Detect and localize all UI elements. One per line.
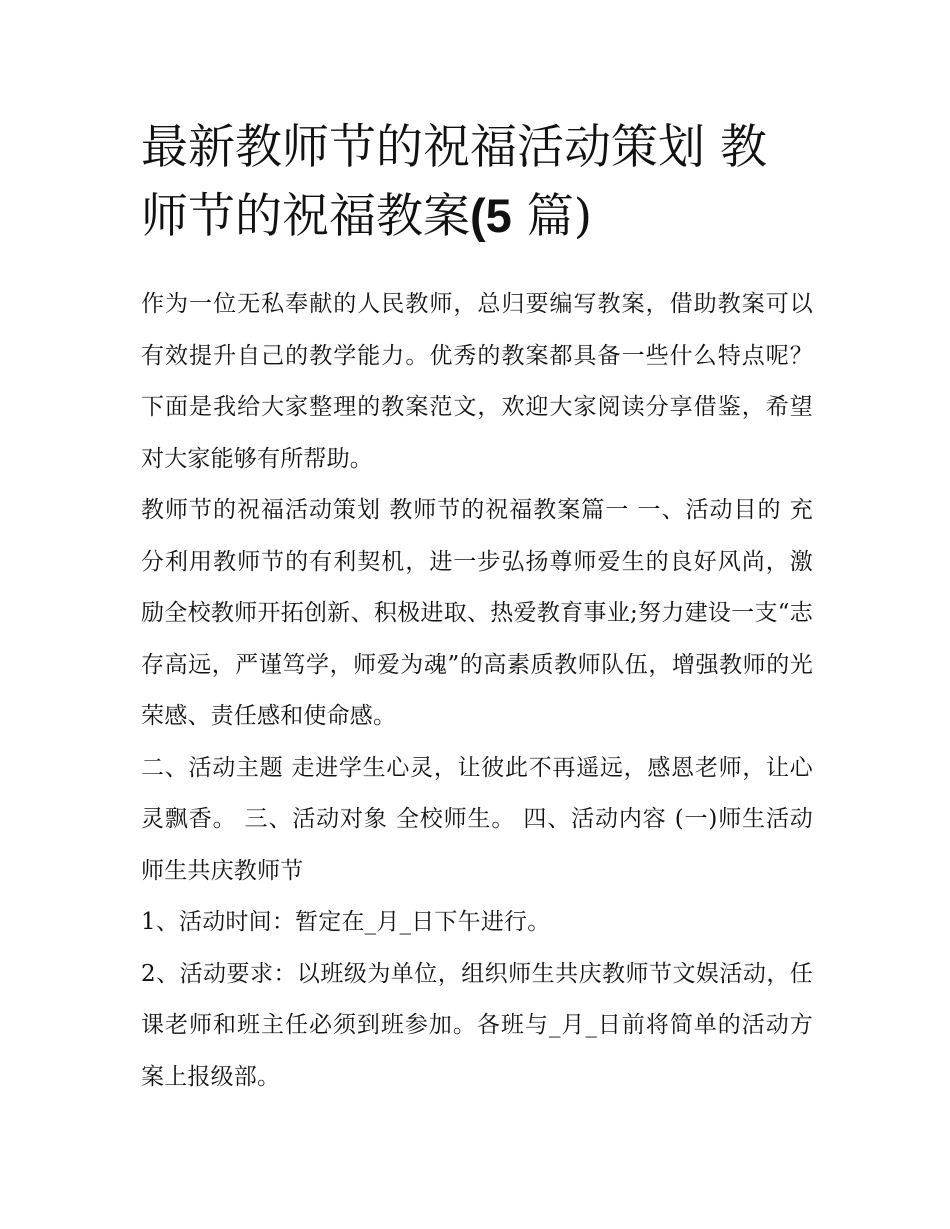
activity-time-paragraph: 1、活动时间：暂定在_月_日下午进行。 [141, 909, 551, 935]
document-body [141, 114, 813, 1103]
document-title-count: (5 [470, 189, 512, 242]
document-title-suffix: 篇) [511, 189, 593, 244]
activity-requirement-paragraph: 2、活动要求：以班级为单位，组织师生共庆教师节文娱活动，任课老师和班主任必须到班参加。各班与_月_日前将简单的活动方案上报级部。 [141, 960, 813, 1090]
document-title [141, 114, 813, 251]
activity-purpose-paragraph: 教师节的祝福活动策划 教师节的祝福教案篇一 一、活动目的 充分利用教师节的有利契机，进一步弘扬尊师爱生的良好风尚，激励全校教师开拓创新、积极进取、热爱教育事业;努力建设一支“志存高远，严谨笃学，师爱为魂”的高素质教师队伍，增强教师的光荣感、责任感和使命感。 [141, 497, 813, 729]
intro-paragraph: 作为一位无私奉献的人民教师，总归要编写教案，借助教案可以有效提升自己的教学能力。优秀的教案都具备一些什么特点呢？下面是我给大家整理的教案范文，欢迎大家阅读分享借鉴，希望对大家能够有所帮助。 [141, 291, 813, 472]
document-title-text: 最新教师节的祝福活动策划 教师节的祝福教案 [141, 120, 767, 244]
activity-theme-paragraph: 二、活动主题 走进学生心灵，让彼此不再遥远，感恩老师，让心灵飘香。 三、活动对象 全校师生。 四、活动内容 (一)师生活动师生共庆教师节 [141, 754, 813, 884]
